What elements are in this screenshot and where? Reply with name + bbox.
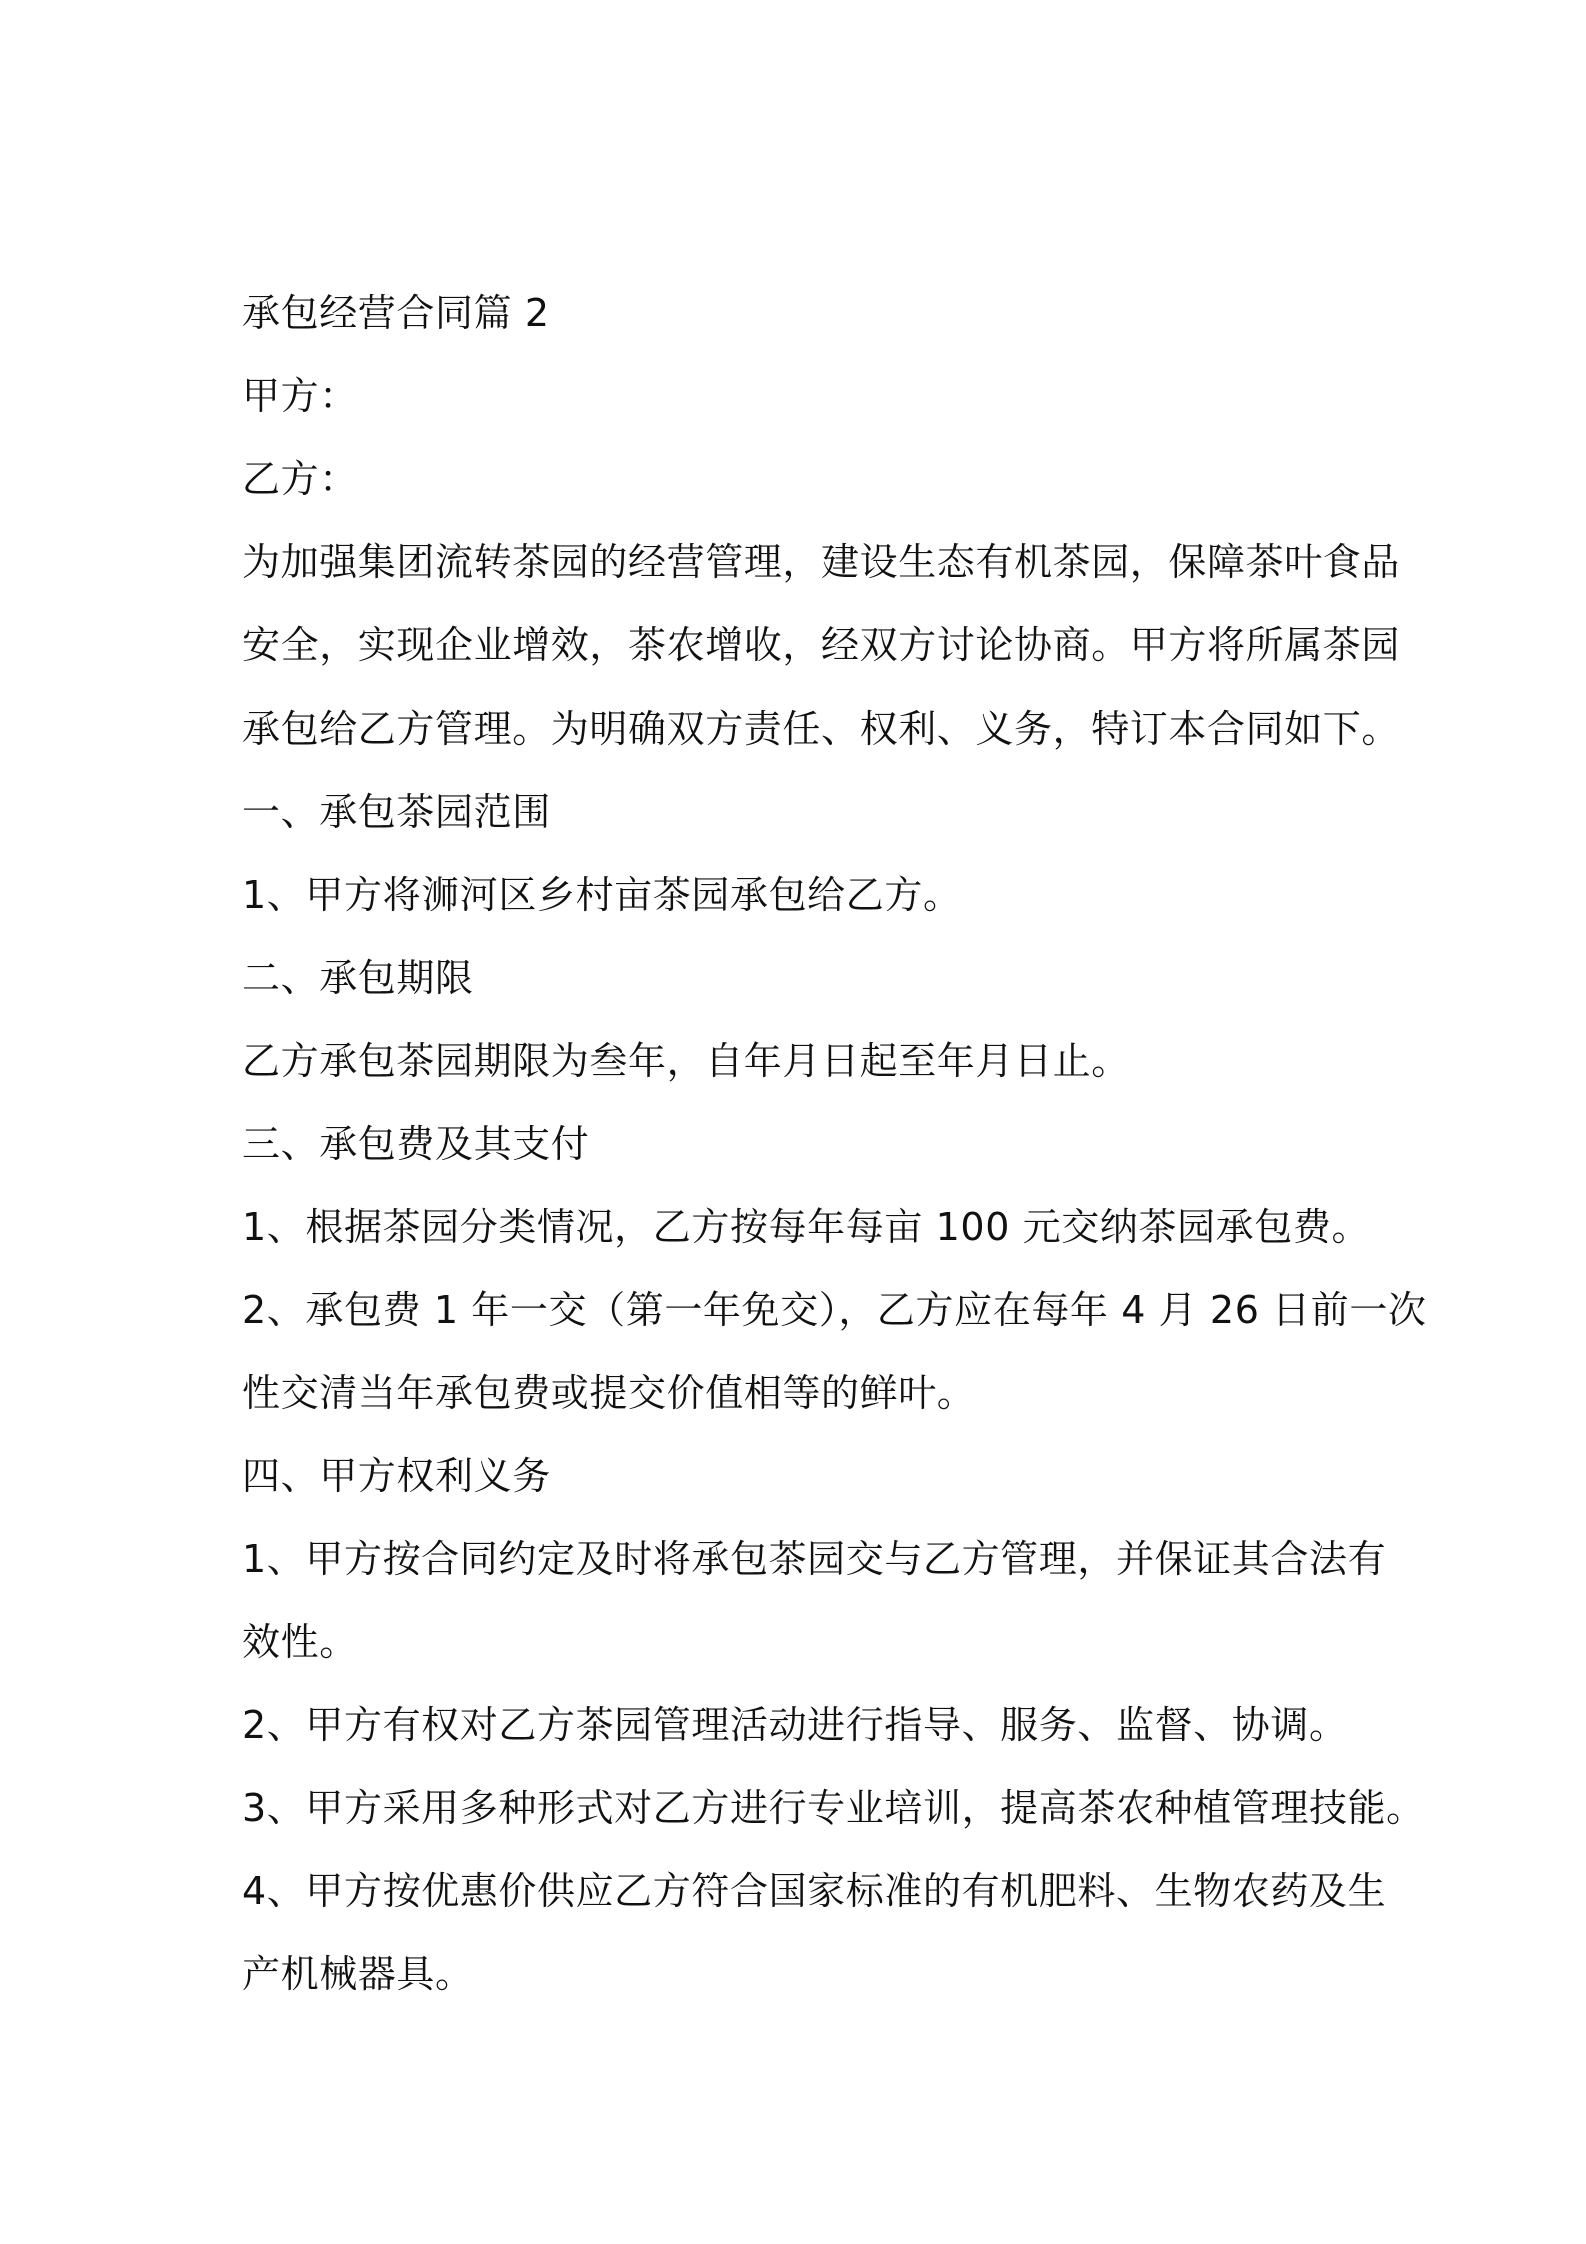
party-a-line: 甲方： — [242, 374, 358, 418]
section-heading: 三、承包费及其支付 — [242, 1122, 590, 1166]
clause-line: 2、承包费 1 年一交（第一年免交），乙方应在每年 4 月 26 日前一次 — [242, 1288, 1427, 1332]
section-heading: 四、甲方权利义务 — [242, 1454, 551, 1498]
clause-line: 1、甲方将浉河区乡村亩茶园承包给乙方。 — [242, 873, 962, 917]
clause-line: 效性。 — [242, 1620, 358, 1664]
clause-line: 乙方承包茶园期限为叁年，自年月日起至年月日止。 — [242, 1039, 1130, 1083]
section-heading: 一、承包茶园范围 — [242, 790, 551, 834]
document-title: 承包经营合同篇 2 — [242, 291, 550, 335]
preamble-line: 承包给乙方管理。为明确双方责任、权利、义务，特订本合同如下。 — [242, 707, 1401, 751]
preamble-line: 为加强集团流转茶园的经营管理，建设生态有机茶园，保障茶叶食品 — [242, 540, 1401, 584]
clause-line: 2、甲方有权对乙方茶园管理活动进行指导、服务、监督、协调。 — [242, 1703, 1348, 1747]
clause-line: 性交清当年承包费或提交价值相等的鲜叶。 — [242, 1371, 976, 1415]
preamble-line: 安全，实现企业增效，茶农增收，经双方讨论协商。甲方将所属茶园 — [242, 623, 1401, 667]
clause-line: 产机械器具。 — [242, 1952, 474, 1996]
clause-line: 1、根据茶园分类情况，乙方按每年每亩 100 元交纳茶园承包费。 — [242, 1205, 1371, 1249]
clause-line: 3、甲方采用多种形式对乙方进行专业培训，提高茶农种植管理技能。 — [242, 1786, 1425, 1830]
clause-line: 4、甲方按优惠价供应乙方符合国家标准的有机肥料、生物农药及生 — [242, 1869, 1387, 1913]
section-heading: 二、承包期限 — [242, 956, 474, 1000]
party-b-line: 乙方： — [242, 457, 358, 501]
clause-line: 1、甲方按合同约定及时将承包茶园交与乙方管理，并保证其合法有 — [242, 1537, 1387, 1581]
